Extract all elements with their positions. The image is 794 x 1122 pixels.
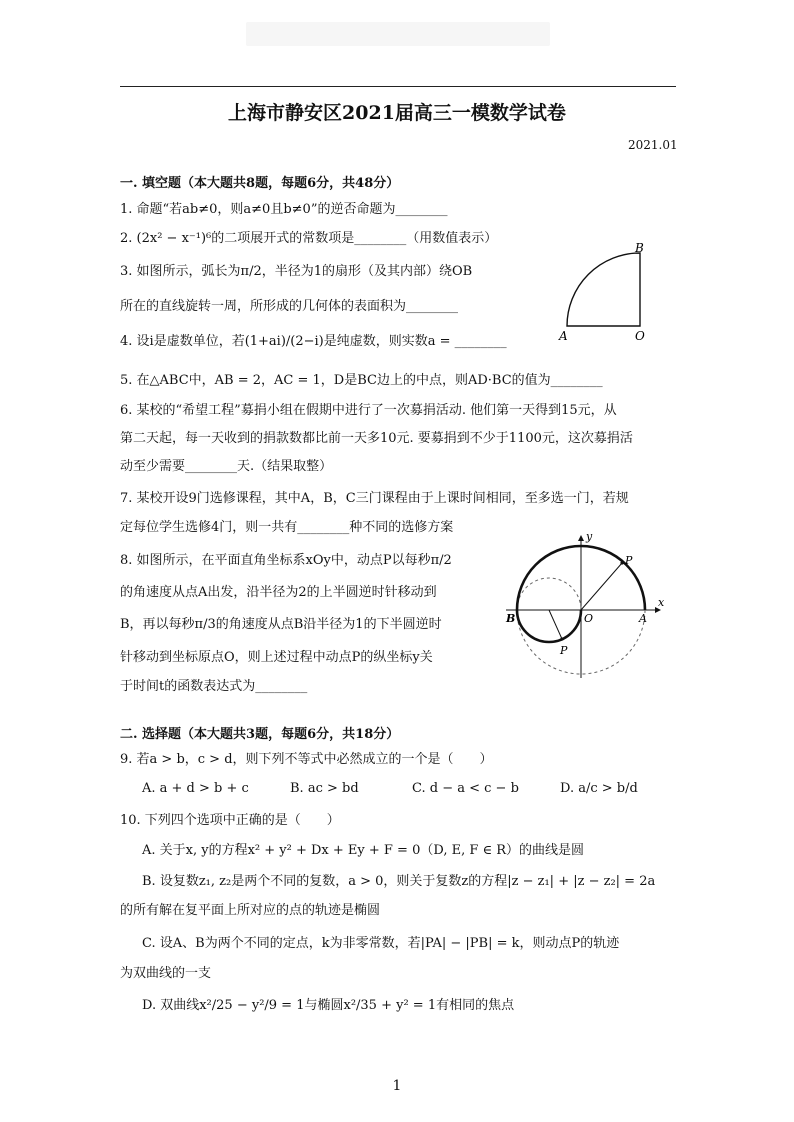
section-2-heading: 二. 选择题（本大题共3题，每题6分，共18分） [120,727,400,742]
question-9: 9. 若a > b，c > d，则下列不等式中必然成立的一个是（ ） [120,752,493,767]
question-8-line-1: 8. 如图所示，在平面直角坐标系xOy中，动点P以每秒π/2 [120,553,452,568]
question-7-line-2: 定每位学生选修4门，则一共有________种不同的选修方案 [120,520,454,535]
q9-option-c: C. d − a < c − b [412,781,519,796]
question-3-line-1: 3. 如图所示，弧长为π/2，半径为1的扇形（及其内部）绕OB [120,264,473,279]
question-7-line-1: 7. 某校开设9门选修课程，其中A，B，C三门课程由于上课时间相同，至多选一门，若规 [120,491,629,506]
point-p-top [620,561,623,564]
fig2-label-y: y [586,530,593,543]
fig2-label-b: B [506,612,516,625]
question-8-line-5: 于时间t的函数表达式为________ [120,679,308,694]
fig2-label-p-top: P [625,554,633,567]
question-3-line-2: 所在的直线旋转一周，所形成的几何体的表面积为________ [120,299,459,314]
exam-date: 2021.01 [628,138,678,152]
q9-option-b: B. ac > bd [290,781,359,796]
fig2-label-p-bottom: P [560,644,568,657]
header-watermark [246,22,550,46]
question-8-line-2: 的角速度从点A出发，沿半径为2的上半圆逆时针移动到 [120,585,437,600]
q9-option-d: D. a/c > b/d [560,781,638,796]
question-5: 5. 在△ABC中，AB = 2，AC = 1，D是BC边上的中点，则AD·BC的值为________ [120,373,603,388]
fig1-label-b: B [635,241,644,255]
fig2-label-a: A [639,612,647,625]
coordinate-figure [500,528,670,680]
q10-option-c-line-2: 为双曲线的一支 [120,966,212,981]
question-8-line-3: B，再以每秒π/3的角速度从点B沿半径为1的下半圆逆时 [120,617,442,632]
fig1-label-a: A [559,329,568,343]
question-6-line-1: 6. 某校的“希望工程”募捐小组在假期中进行了一次募捐活动. 他们第一天得到15元，从 [120,403,617,418]
header-rule [120,86,676,87]
fig1-label-o: O [635,329,645,343]
question-6-line-2: 第二天起，每一天收到的捐款数都比前一天多10元. 要募捐到不少于1100元，这次募捐活 [120,431,633,446]
q10-option-a: A. 关于x, y的方程x² + y² + Dx + Ey + F = 0（D, E, F ∈ R）的曲线是圆 [142,843,585,858]
q10-option-b-line-1: B. 设复数z₁, z₂是两个不同的复数，a > 0，则关于复数z的方程|z − z₁| + |z − z₂| = 2a [142,874,656,889]
q10-option-c-line-1: C. 设A、B为两个不同的定点，k为非零常数，若|PA| − |PB| = k，则动点P的轨迹 [142,936,620,951]
page-title: 上海市静安区2021届高三一模数学试卷 [228,102,566,124]
q10-option-b-line-2: 的所有解在复平面上所对应的点的轨迹是椭圆 [120,903,381,918]
section-1-heading: 一. 填空题（本大题共8题，每题6分，共48分） [120,176,400,191]
question-8-line-4: 针移动到坐标原点O，则上述过程中动点P的纵坐标y关 [120,650,433,665]
sector-figure [555,240,665,345]
fig2-label-x: x [658,596,665,609]
question-10: 10. 下列四个选项中正确的是（ ） [120,813,340,828]
q9-option-a: A. a + d > b + c [142,781,249,796]
fig2-label-o: O [584,612,594,625]
page-number: 1 [392,1078,402,1094]
q10-option-d: D. 双曲线x²/25 − y²/9 = 1与椭圆x²/35 + y² = 1有相同的焦点 [142,998,515,1013]
sector-outline [567,253,640,326]
dashed-circle-small [517,578,581,610]
question-1: 1. 命题“若ab≠0，则a≠0且b≠0”的逆否命题为________ [120,202,448,217]
point-p-bottom [560,637,563,640]
radius-to-p-top [581,563,622,610]
radius-to-p-bottom [549,610,562,639]
lower-semicircle-path [517,610,581,642]
question-6-line-3: 动至少需要________天.（结果取整） [120,459,333,474]
question-2: 2. (2x² − x⁻¹)⁶的二项展开式的常数项是________（用数值表示） [120,231,498,246]
question-4: 4. 设i是虚数单位，若(1+ai)/(2−i)是纯虚数，则实数a = ________ [120,334,507,349]
